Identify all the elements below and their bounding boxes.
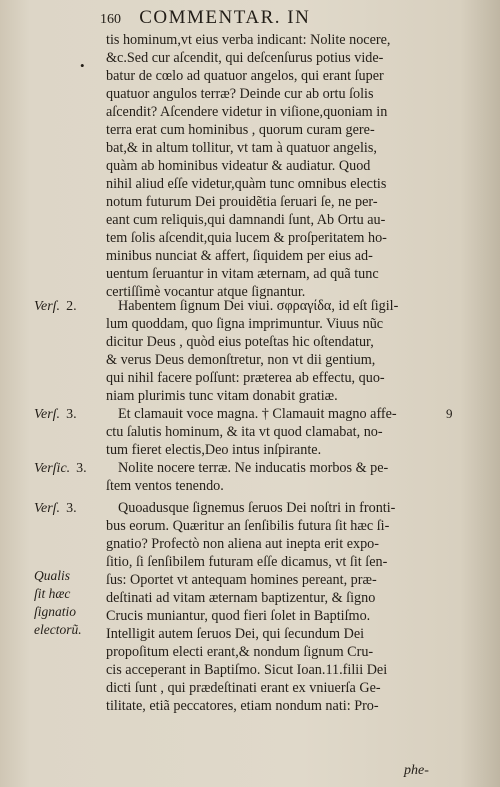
body-line: minibus nunciat & affert, ſiquidem per eius ad- — [106, 248, 373, 264]
body-line: terra erat cum hominibus , quorum curam gere- — [106, 122, 375, 138]
catchword: phe- — [404, 763, 429, 778]
body-line: ctu ſalutis hominum, & ita vt quod clamabat, no- — [106, 424, 383, 440]
body-line: nihil aliud eſſe videtur,quàm tunc omnibus electis — [106, 176, 387, 192]
body-line: notum futurum Dei prouidẽtia ſeruari ſe, ne per- — [106, 194, 378, 210]
body-line: tis hominum,vt eius verba indicant: Nolite nocere, — [106, 32, 391, 48]
body-line: certiſſimè vocantur atque ſignantur. — [106, 284, 306, 300]
body-line: Crucis muniantur, quod fieri ſolet in Baptiſmo. — [106, 608, 371, 624]
side-note-line: electorũ. — [34, 622, 82, 637]
body-line: tum fieret electis,Deo intus inſpirante. — [106, 442, 322, 458]
body-line: Et clamauit voce magna. † Clamauit magno affe- — [118, 406, 397, 422]
body-line: niam plurimis tunc vitam donabit gratiæ. — [106, 388, 338, 404]
body-line: gnatio? Profectò non aliena aut inepta erit expo- — [106, 536, 380, 552]
right-margin-mark: 9 — [446, 406, 453, 421]
body-line: qui nihil facere poſſunt: præterea ab effectu, quo- — [106, 370, 385, 386]
body-line: Nolite nocere terræ. Ne inducatis morbos & pe- — [118, 460, 389, 476]
side-note-line: ſit hæc — [34, 586, 71, 601]
body-line: lum quoddam, quo ſigna imprimuntur. Viuus nũc — [106, 316, 384, 332]
body-line: batur de cœlo ad quatuor angelos, qui erant ſuper — [106, 68, 384, 84]
margin-verse-note: Verſic. 3. — [34, 461, 87, 476]
body-line: uentum ſeruantur in vitam æternam, ad quã tunc — [106, 266, 379, 282]
body-line: deſtinati ad vitam æternam baptizentur, & ſigno — [106, 590, 376, 606]
page-header — [100, 7, 440, 31]
margin-verse-note: Verſ. 3. — [34, 501, 77, 516]
margin-verse-note: Verſ. 3. — [34, 407, 77, 422]
running-title: COMMENTAR. IN — [139, 7, 311, 28]
page-number: 160 — [100, 12, 121, 27]
body-line: Quoadusque ſignemus ſeruos Dei noſtri in fronti- — [118, 500, 396, 516]
body-line: ſtem ventos tenendo. — [106, 478, 224, 494]
body-line: ſitio, ſi ſenſibilem futuram eſſe dicamus, vt ſit ſen- — [106, 554, 388, 570]
body-line: Habentem ſignum Dei viui. σφραγίδα, id eſt ſigil- — [118, 298, 399, 314]
body-line: quatuor angulos terræ? Deinde cur ab ortu ſolis — [106, 86, 374, 102]
body-line: ſus: Oportet vt antequam homines pereant, præ- — [106, 572, 377, 588]
body-line: bat,& in altum tollitur, vt tam à quatuor angelis, — [106, 140, 377, 156]
side-note-line: ſignatio — [34, 604, 77, 619]
body-line: bus eorum. Quæritur an ſenſibilis futura ſit hæc ſi- — [106, 518, 390, 534]
body-line: tem ſolis aſcendit,quia lucem & proſperitatem ho- — [106, 230, 387, 246]
body-line: cis acceperant in Baptiſmo. Sicut Ioan.11.filii Dei — [106, 662, 388, 678]
body-line: & verus Deus demonſtretur, non vt dii gentium, — [106, 352, 376, 368]
body-line: aſcendit? Aſcendere videtur in viſione,quoniam in — [106, 104, 388, 120]
body-line: tilitate, etiã peccatores, etiam nondum nati: Pro- — [106, 698, 379, 714]
body-line: Intelligit autem ſeruos Dei, qui ſecundum Dei — [106, 626, 365, 642]
margin-verse-note: Verſ. 2. — [34, 299, 77, 314]
margin-bullet: • — [80, 58, 85, 73]
side-note-line: Qualis — [34, 568, 71, 583]
body-line: eant cum reliquis,qui damnandi ſunt, Ab Ortu au- — [106, 212, 386, 228]
body-line: &c.Sed cur aſcendit, qui deſcenſurus potius vide- — [106, 50, 384, 66]
body-line: dicitur Deus , quòd eius poteſtas hic oſtendatur, — [106, 334, 374, 350]
body-line: quàm ab hominibus videatur & audiatur. Quod — [106, 158, 371, 174]
body-line: dicti ſunt , qui prædeſtinati erant ex vniuerſa Ge- — [106, 680, 381, 696]
body-line: propoſitum electi erant,& nondum ſignum Cru- — [106, 644, 374, 660]
